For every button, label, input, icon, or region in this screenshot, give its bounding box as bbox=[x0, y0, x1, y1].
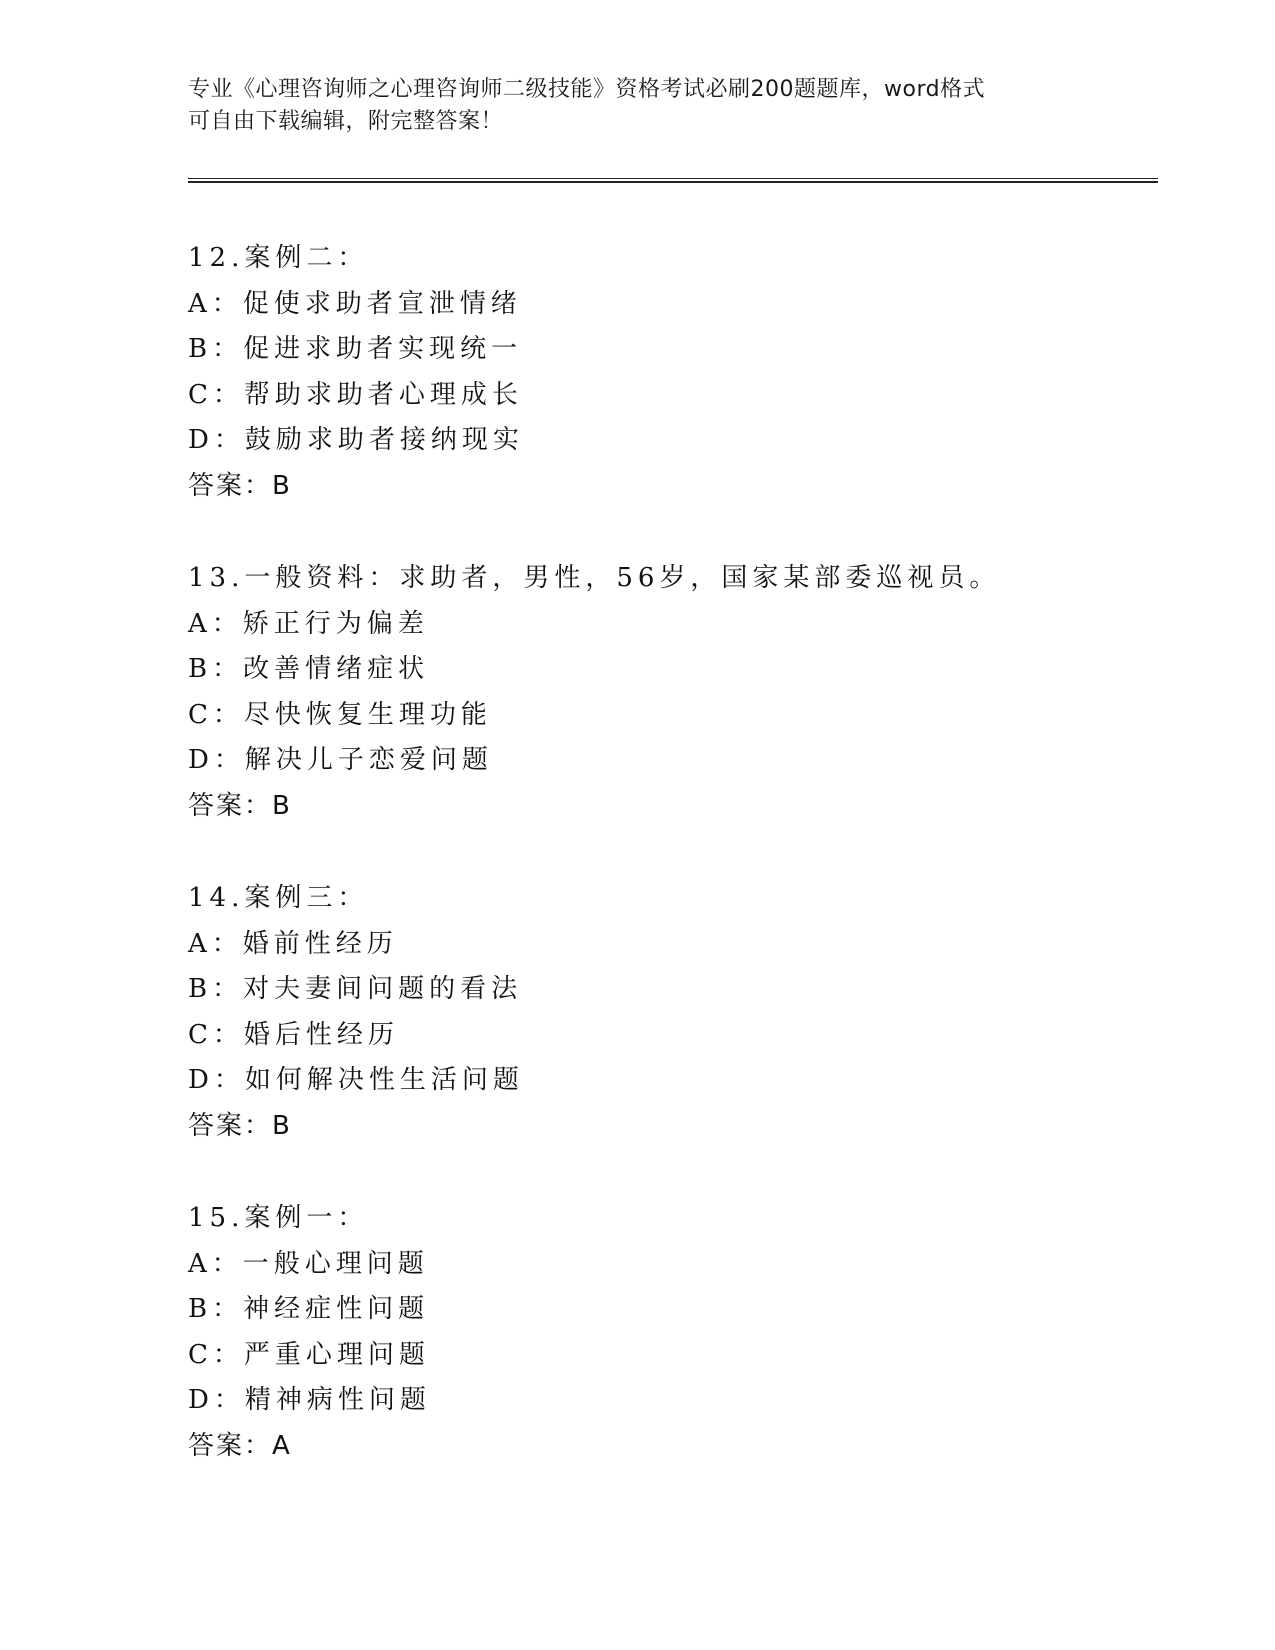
question-stem: 12.案例二： bbox=[188, 243, 369, 273]
option-b: B：神经症性问题 bbox=[188, 1294, 430, 1324]
question-item bbox=[188, 1196, 1148, 1469]
option-c: C：婚后性经历 bbox=[188, 1019, 399, 1050]
document-header bbox=[188, 74, 1088, 138]
header-title-line-2: 可自由下载编辑，附完整答案！ bbox=[188, 109, 504, 134]
option-b: B：改善情绪症状 bbox=[188, 654, 430, 684]
answer-label: 答案：B bbox=[188, 470, 292, 501]
option-c: C：尽快恢复生理功能 bbox=[188, 699, 492, 730]
option-c: C：帮助求助者心理成长 bbox=[188, 379, 523, 410]
option-b: B：对夫妻间问题的看法 bbox=[188, 974, 523, 1004]
option-d: D：如何解决性生活问题 bbox=[188, 1065, 524, 1095]
option-d: D：精神病性问题 bbox=[188, 1385, 431, 1415]
option-a: A：一般心理问题 bbox=[188, 1248, 429, 1279]
answer-label: 答案：B bbox=[188, 790, 292, 821]
question-stem: 14.案例三： bbox=[188, 883, 369, 913]
option-d: D：鼓励求助者接纳现实 bbox=[188, 425, 524, 455]
question-item bbox=[188, 236, 1148, 509]
option-b: B：促进求助者实现统一 bbox=[188, 334, 523, 364]
question-item bbox=[188, 556, 1148, 829]
question-item bbox=[188, 876, 1148, 1149]
option-a: A：促使求助者宣泄情绪 bbox=[188, 288, 522, 319]
question-list bbox=[188, 236, 1148, 1516]
question-stem: 13.一般资料：求助者，男性，56岁，国家某部委巡视员。 bbox=[188, 563, 1001, 593]
header-divider bbox=[188, 178, 1158, 183]
option-d: D：解决儿子恋爱问题 bbox=[188, 745, 493, 775]
option-a: A：矫正行为偏差 bbox=[188, 608, 429, 639]
option-c: C：严重心理问题 bbox=[188, 1339, 430, 1370]
answer-label: 答案：B bbox=[188, 1110, 292, 1141]
question-stem: 15.案例一： bbox=[188, 1203, 369, 1233]
option-a: A：婚前性经历 bbox=[188, 928, 398, 959]
header-title-line-1: 专业《心理咨询师之心理咨询师二级技能》资格考试必刷200题题库，word格式 bbox=[188, 77, 986, 102]
answer-label: 答案：A bbox=[188, 1430, 292, 1461]
